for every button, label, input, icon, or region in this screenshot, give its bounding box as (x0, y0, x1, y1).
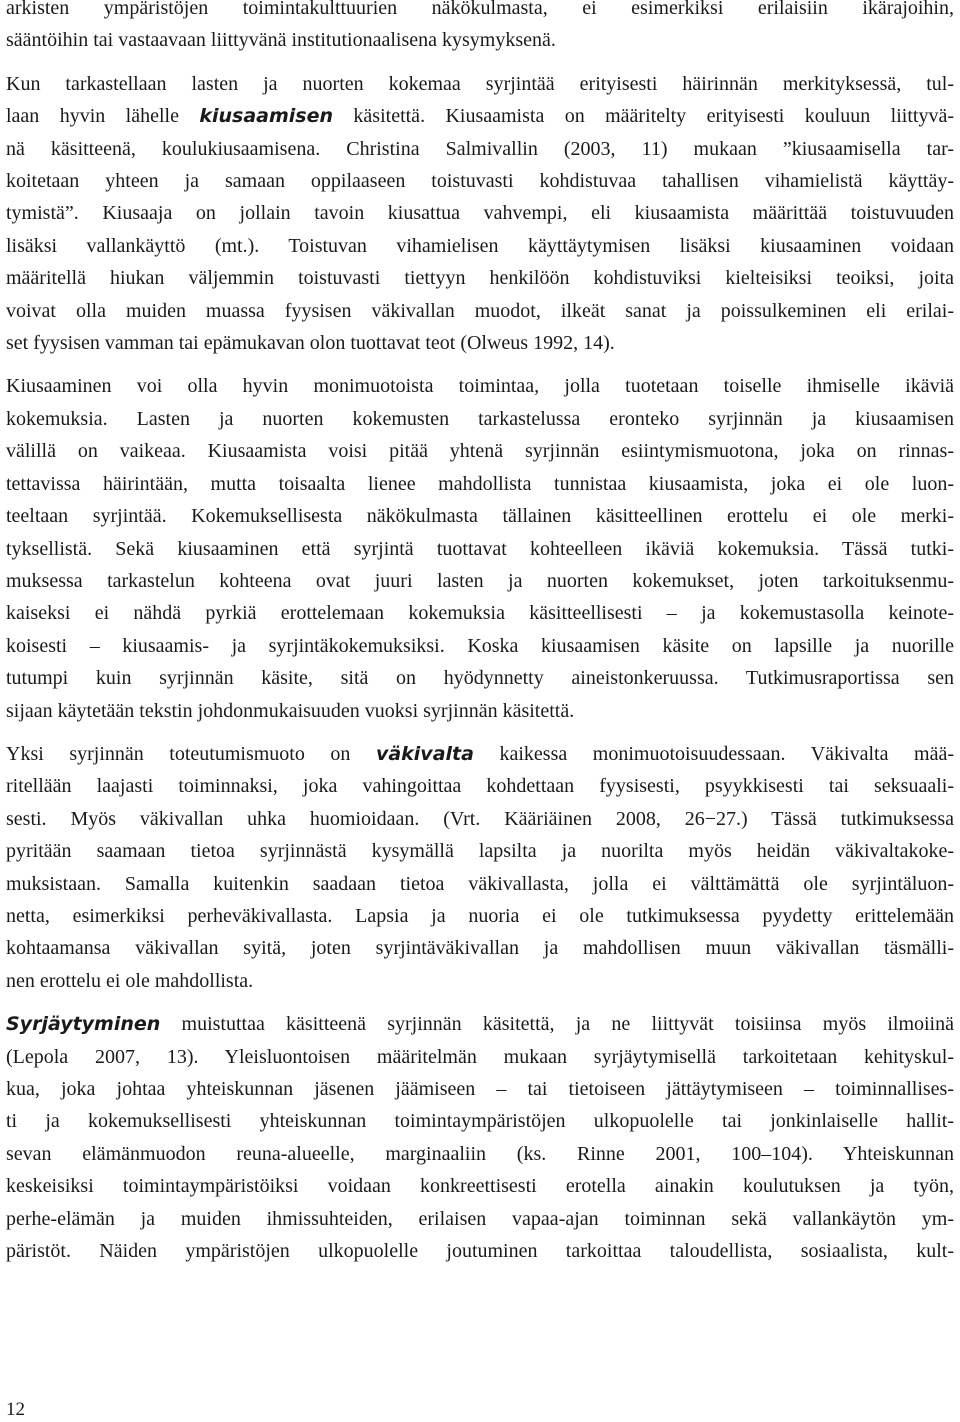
text-line: koisesti – kiusaamis- ja syrjintäkokemuksiksi. Koska kiusaamisen käsite on lapsille ja nuorille (6, 634, 954, 657)
page-number: 12 (6, 1399, 25, 1420)
text-line: määritellä hiukan väljemmin toistuvasti tiettyyn henkilöön kohdistuviksi kielteisiksi teoiksi, joita (6, 267, 954, 290)
text-line: keskeisiksi toimintaympäristöiksi voidaan konkreettisesti erotella ainakin koulutuksen ja työn, (6, 1175, 954, 1198)
text-line: perhe-elämän ja muiden ihmissuhteiden, erilaisen vapaa-ajan toiminnan sekä vallankäytön ym- (6, 1207, 954, 1230)
text-line: sesti. Myös väkivallan uhka huomioidaan. (Vrt. Kääriäinen 2008, 26−27.) Tässä tutkimuksessa (6, 807, 954, 830)
text-line: netta, esimerkiksi perheväkivallasta. Lapsia ja nuoria ei ole tutkimuksessa pyydetty erittelemään (6, 904, 954, 927)
text-line: Yksi syrjinnän toteutumismuoto on väkivalta kaikessa monimuotoisuudessaan. Väkivalta mää- (6, 742, 954, 765)
text-line: ti ja kokemuksellisesti yhteiskunnan toimintaympäristöjen ulkopuolelle tai jonkinlaiselle hallit- (6, 1110, 954, 1133)
text-line: set fyysisen vamman tai epämukavan olon tuottavat teot (Olweus 1992, 14). (6, 332, 615, 355)
text-line: kokemuksia. Lasten ja nuorten kokemusten tarkastelussa eronteko syrjinnän ja kiusaamisen (6, 407, 954, 430)
text-line: päristöt. Näiden ympäristöjen ulkopuolelle joutuminen tarkoittaa taloudellista, sosiaalista, kult- (6, 1240, 954, 1263)
paragraph-4 (6, 738, 954, 997)
text-line: sevan elämänmuodon reuna-alueelle, marginaaliin (ks. Rinne 2001, 100–104). Yhteiskunnan (6, 1142, 954, 1165)
text-line: Syrjäytyminen muistuttaa käsitteenä syrjinnän käsitettä, ja ne liittyvät toisiinsa myös ilmoiinä (6, 1013, 954, 1036)
key-term: kiusaamisen (199, 105, 334, 128)
paragraph-5 (6, 1008, 954, 1267)
text-line: kohtaamansa väkivallan syitä, joten syrjintäväkivallan ja mahdollisen muun väkivallan täsmälli- (6, 937, 954, 960)
text-line: tymistä”. Kiusaaja on jollain tavoin kiusattua vahvempi, eli kiusaamista määrittää toistuvuuden (6, 202, 954, 225)
key-term: Syrjäytyminen (6, 1013, 161, 1036)
text-line: pyritään saamaan tietoa syrjinnästä kysymällä lapsilta ja nuorilta myös heidän väkivaltakoke- (6, 840, 954, 863)
text-line: kua, joka johtaa yhteiskunnan jäsenen jäämiseen – tai tietoiseen jättäytymiseen – toiminnallises- (6, 1078, 954, 1100)
document-page (6, 0, 954, 1267)
text-line: tettavissa häirintään, mutta toisaalta lienee mahdollista tunnistaa kiusaamista, joka ei ole luon- (6, 472, 954, 495)
text-line: koitetaan yhteen ja samaan oppilaaseen toistuvasti kohdistuvaa tahallisen vihamielistä käyttäy- (6, 170, 954, 193)
text-line: muksistaan. Samalla kuitenkin saadaan tietoa väkivallasta, jolla ei välttämättä ole syrjintäluon- (6, 872, 954, 895)
text-line: sijaan käytetään tekstin johdonmukaisuuden vuoksi syrjinnän käsitettä. (6, 699, 575, 722)
text-line: muksessa tarkastelun kohteena ovat juuri lasten ja nuorten kokemukset, joten tarkoituksenmu- (6, 569, 954, 592)
text-line: teeltaan syrjintää. Kokemuksellisesta näkökulmasta tällainen käsitteellinen erottelu ei ole merki- (6, 505, 954, 528)
text-line: sääntöihin tai vastaavaan liittyvänä institutionaalisena kysymyksenä. (6, 29, 556, 52)
text-line: välillä on vaikeaa. Kiusaamista voisi pitää yhtenä syrjinnän esiintymismuotona, joka on rinnas- (6, 440, 954, 463)
text-line: nen erottelu ei ole mahdollista. (6, 969, 254, 992)
text-line: voivat olla muiden muassa fyysisen väkivallan muodot, ilkeät sanat ja poissulkeminen eli erilai- (6, 299, 954, 322)
text-line: (Lepola 2007, 13). Yleisluontoisen määritelmän mukaan syrjäytymisellä tarkoitetaan kehityskul- (6, 1045, 954, 1068)
paragraph-1 (6, 0, 954, 57)
text-line: arkisten ympäristöjen toimintakulttuurien näkökulmasta, ei esimerkiksi erilaisiin ikärajoihin, (6, 0, 954, 19)
text-line: tutumpi kuin syrjinnän käsite, sitä on hyödynnetty aineistonkeruussa. Tutkimusraportissa sen (6, 667, 954, 690)
text-line: ritellään laajasti toiminnaksi, joka vahingoittaa kohdettaan fyysisesti, psyykkisesti tai seksuaali- (6, 775, 954, 798)
key-term: väkivalta (375, 742, 474, 765)
text-line: lisäksi vallankäyttö (mt.). Toistuvan vihamielisen käyttäytymisen lisäksi kiusaaminen voidaan (6, 234, 954, 257)
paragraph-3 (6, 370, 954, 726)
text-line: kaiseksi ei nähdä pyrkiä erottelemaan kokemuksia käsitteellisesti – ja kokemustasolla keinote- (6, 602, 954, 625)
paragraph-2 (6, 68, 954, 360)
text-line: Kun tarkastellaan lasten ja nuorten kokemaa syrjintää erityisesti häirinnän merkityksessä, tul- (6, 72, 954, 95)
text-line: laan hyvin lähelle kiusaamisen käsitettä. Kiusaamista on määritelty erityisesti kouluun liittyvä- (6, 105, 954, 128)
text-line: nä käsitteenä, koulukiusaamisena. Christina Salmivallin (2003, 11) mukaan ”kiusaamisella tar- (6, 137, 954, 160)
text-line: tyksellistä. Sekä kiusaaminen että syrjintä tuottavat kohteelleen ikäviä kokemuksia. Tässä tutki- (6, 537, 954, 560)
text-line: Kiusaaminen voi olla hyvin monimuotoista toimintaa, jolla tuotetaan toiselle ihmiselle ikäviä (6, 375, 954, 398)
